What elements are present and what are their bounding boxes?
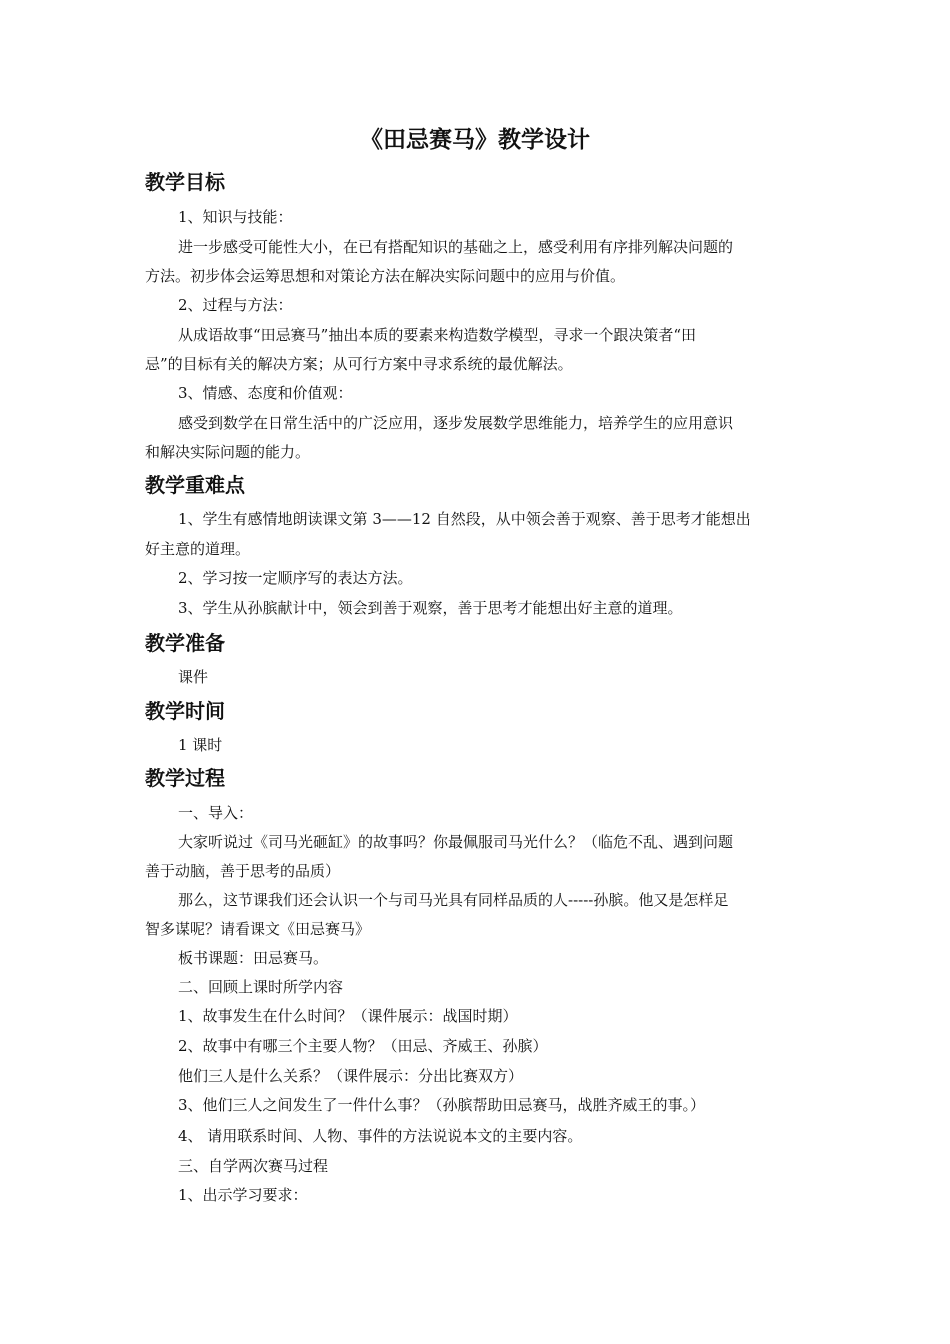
paragraph-line: 善于动脑，善于思考的品质） bbox=[145, 862, 341, 880]
paragraph-line: 那么，这节课我们还会认识一个与司马光具有同样品质的人-----孙膑。他又是怎样足 bbox=[178, 891, 729, 909]
heading-process: 教学过程 bbox=[145, 766, 225, 790]
paragraph-line: 1、出示学习要求： bbox=[178, 1186, 308, 1204]
paragraph-line: 3、情感、态度和价值观： bbox=[178, 384, 353, 402]
document-title: 《田忌赛马》教学设计 bbox=[360, 127, 590, 153]
heading-key-points: 教学重难点 bbox=[145, 473, 245, 497]
paragraph-line: 2、过程与方法： bbox=[178, 296, 293, 314]
heading-preparation: 教学准备 bbox=[145, 631, 225, 655]
heading-goals: 教学目标 bbox=[145, 170, 225, 194]
paragraph-line: 二、回顾上课时所学内容 bbox=[178, 978, 344, 996]
paragraph-line: 好主意的道理。 bbox=[145, 540, 251, 558]
paragraph-line: 感受到数学在日常生活中的广泛应用，逐步发展数学思维能力，培养学生的应用意识 bbox=[178, 414, 734, 432]
paragraph-line: 3、他们三人之间发生了一件什么事？（孙膑帮助田忌赛马，战胜齐威王的事。） bbox=[178, 1096, 706, 1114]
paragraph-line: 板书课题：田忌赛马。 bbox=[178, 949, 329, 967]
paragraph-line: 4、 请用联系时间、人物、事件的方法说说本文的主要内容。 bbox=[178, 1127, 583, 1145]
paragraph-line: 和解决实际问题的能力。 bbox=[145, 443, 311, 461]
paragraph-line: 1、学生有感情地朗读课文第 3——12 自然段，从中领会善于观察、善于思考才能想出 bbox=[178, 510, 751, 528]
paragraph-line: 他们三人是什么关系？（课件展示：分出比赛双方） bbox=[178, 1067, 524, 1085]
paragraph-line: 1、故事发生在什么时间？（课件展示：战国时期） bbox=[178, 1007, 518, 1025]
paragraph-line: 大家听说过《司马光砸缸》的故事吗？你最佩服司马光什么？（临危不乱、遇到问题 bbox=[178, 833, 734, 851]
paragraph-line: 一、导入： bbox=[178, 804, 254, 822]
heading-time: 教学时间 bbox=[145, 699, 225, 723]
paragraph-line: 2、故事中有哪三个主要人物？（田忌、齐威王、孙膑） bbox=[178, 1037, 548, 1055]
paragraph-line: 方法。初步体会运筹思想和对策论方法在解决实际问题中的应用与价值。 bbox=[145, 267, 626, 285]
paragraph-line: 三、自学两次赛马过程 bbox=[178, 1157, 329, 1175]
paragraph-line: 1 课时 bbox=[178, 736, 223, 754]
paragraph-line: 1、知识与技能： bbox=[178, 208, 293, 226]
paragraph-line: 3、学生从孙膑献计中，领会到善于观察，善于思考才能想出好主意的道理。 bbox=[178, 599, 683, 617]
paragraph-line: 课件 bbox=[178, 668, 209, 686]
paragraph-line: 智多谋呢？请看课文《田忌赛马》 bbox=[145, 920, 371, 938]
paragraph-line: 进一步感受可能性大小，在已有搭配知识的基础之上，感受利用有序排列解决问题的 bbox=[178, 238, 734, 256]
paragraph-line: 忌”的目标有关的解决方案；从可行方案中寻求系统的最优解法。 bbox=[145, 355, 573, 373]
paragraph-line: 2、学习按一定顺序写的表达方法。 bbox=[178, 569, 413, 587]
paragraph-line: 从成语故事“田忌赛马”抽出本质的要素来构造数学模型，寻求一个跟决策者“田 bbox=[178, 326, 697, 344]
